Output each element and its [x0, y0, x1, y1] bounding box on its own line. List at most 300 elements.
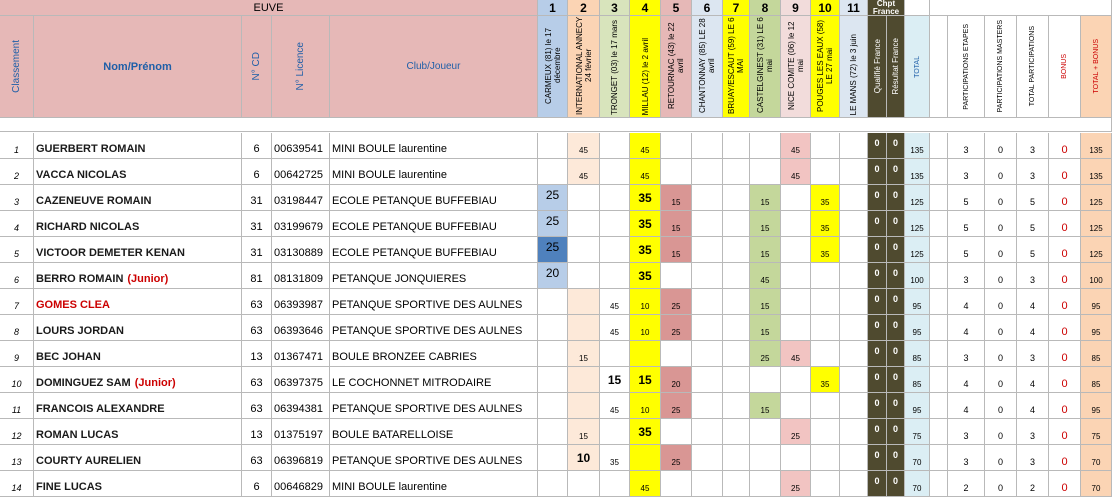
player-name — [34, 419, 242, 445]
participations-masters — [985, 341, 1017, 367]
event-score — [568, 263, 600, 289]
event-score — [723, 237, 750, 263]
event-score — [840, 419, 868, 445]
event-score — [811, 133, 840, 159]
cd-text: 63 — [250, 325, 263, 337]
total-participations — [1017, 419, 1049, 445]
result — [887, 419, 905, 445]
qualified-text: 0 — [874, 190, 880, 200]
participations-etapes — [948, 289, 985, 315]
result — [887, 393, 905, 419]
event-score — [600, 315, 630, 341]
cd — [242, 159, 272, 185]
cd — [242, 471, 272, 497]
event-number-text: 5 — [672, 0, 680, 15]
event-number-text: 11 — [847, 0, 860, 15]
event-score — [568, 237, 600, 263]
cd-text: 63 — [250, 403, 263, 415]
qualified-text: 0 — [874, 164, 880, 174]
player-name — [34, 471, 242, 497]
event-number — [692, 0, 723, 16]
total-bonus — [1081, 367, 1112, 393]
event-score — [750, 419, 781, 445]
participations-masters-text: 0 — [997, 223, 1003, 233]
header-resultat — [887, 16, 905, 118]
rank — [0, 315, 34, 341]
participations-etapes — [948, 263, 985, 289]
participations-etapes-text: 5 — [963, 249, 969, 259]
participations-masters — [985, 263, 1017, 289]
event-score — [538, 419, 568, 445]
event-score — [568, 159, 600, 185]
licence-text: 00642725 — [274, 169, 323, 181]
event-header-text: BRUAY/ESCAUT (59) LE 6 MAI — [727, 17, 745, 114]
result — [887, 445, 905, 471]
event-score — [600, 419, 630, 445]
event-score — [840, 341, 868, 367]
total-bonus-text: 95 — [1091, 328, 1101, 337]
club-text: PETANQUE SPORTIVE DES AULNES — [332, 403, 523, 415]
event-score — [661, 211, 692, 237]
player-name-text: GOMES CLEA — [36, 299, 110, 311]
event-score — [750, 263, 781, 289]
event-score-text: 45 — [610, 406, 619, 415]
total-participations — [1017, 445, 1049, 471]
participations-masters — [985, 393, 1017, 419]
event-score — [723, 185, 750, 211]
rank-text: 5 — [13, 249, 19, 259]
event-score — [811, 445, 840, 471]
event-number — [723, 0, 750, 16]
result-text: 0 — [892, 320, 898, 330]
event-header — [781, 16, 811, 118]
event-score-text: 25 — [671, 302, 681, 311]
event-number — [750, 0, 781, 16]
total-participations — [1017, 211, 1049, 237]
event-score-text: 15 — [579, 354, 588, 363]
participations-masters — [985, 445, 1017, 471]
participations-etapes — [948, 159, 985, 185]
cd — [242, 341, 272, 367]
result — [887, 367, 905, 393]
event-header — [568, 16, 600, 118]
event-score — [568, 393, 600, 419]
header-resultat-text: Résultat France — [891, 38, 900, 95]
event-score — [811, 237, 840, 263]
event-score — [781, 471, 811, 497]
total-text: 85 — [912, 380, 922, 389]
participations-masters-text: 0 — [997, 171, 1003, 181]
total — [905, 237, 930, 263]
event-score-text: 25 — [545, 188, 560, 202]
total — [905, 133, 930, 159]
header-total-bonus — [1081, 16, 1112, 118]
event-score-text: 45 — [610, 328, 619, 337]
championship-header-text: Chpt — [876, 0, 896, 8]
event-score — [840, 237, 868, 263]
event-score-text: 25 — [791, 432, 800, 441]
event-score-text: 15 — [760, 198, 770, 207]
event-score — [781, 237, 811, 263]
event-score — [811, 419, 840, 445]
header-licence — [272, 16, 330, 118]
result — [887, 263, 905, 289]
event-score — [781, 315, 811, 341]
club-text: ECOLE PETANQUE BUFFEBIAU — [332, 221, 497, 233]
licence-text: 06394381 — [274, 403, 323, 415]
participations-etapes-text: 3 — [963, 145, 969, 155]
licence — [272, 185, 330, 211]
event-score — [692, 185, 723, 211]
event-score-text: 15 — [760, 406, 770, 415]
total-bonus-text: 125 — [1089, 224, 1103, 233]
cd — [242, 367, 272, 393]
event-score — [630, 367, 661, 393]
total-participations-text: 4 — [1029, 379, 1035, 389]
header-total-bonus-text: TOTAL + BONUS — [1092, 39, 1100, 94]
club — [330, 315, 538, 341]
player-name-text: BEC JOHAN — [36, 351, 101, 363]
total-bonus — [1081, 211, 1112, 237]
header-club-text: Club/Joueur — [406, 61, 461, 72]
event-score-text: 35 — [820, 198, 830, 207]
result-text: 0 — [892, 476, 898, 486]
event-score — [781, 159, 811, 185]
event-score — [630, 159, 661, 185]
header-cd-text: N° CD — [251, 52, 262, 81]
cd-text: 63 — [250, 377, 263, 389]
blank — [930, 133, 948, 159]
player-name-text: LOURS JORDAN — [36, 325, 125, 337]
event-score — [661, 315, 692, 341]
total — [905, 289, 930, 315]
event-score — [600, 341, 630, 367]
participations-masters — [985, 211, 1017, 237]
event-score — [750, 393, 781, 419]
event-score — [568, 185, 600, 211]
club — [330, 419, 538, 445]
event-score-text: 25 — [671, 328, 681, 337]
participations-masters — [985, 315, 1017, 341]
event-score — [811, 367, 840, 393]
bonus-text: 0 — [1061, 300, 1068, 312]
participations-masters-text: 0 — [997, 483, 1003, 493]
bonus — [1049, 159, 1081, 185]
event-score — [568, 289, 600, 315]
header-nom — [34, 16, 242, 118]
participations-masters-text: 0 — [997, 405, 1003, 415]
player-name — [34, 289, 242, 315]
licence-text: 03199679 — [274, 221, 323, 233]
event-number — [661, 0, 692, 16]
rank-text: 3 — [13, 197, 19, 207]
event-score-text: 25 — [545, 214, 560, 228]
event-score — [630, 263, 661, 289]
rank — [0, 159, 34, 185]
participations-masters-text: 0 — [997, 379, 1003, 389]
event-score — [600, 367, 630, 393]
event-score — [723, 159, 750, 185]
rank — [0, 367, 34, 393]
player-name — [34, 393, 242, 419]
cd-text: 63 — [250, 299, 263, 311]
licence — [272, 419, 330, 445]
player-name — [34, 315, 242, 341]
cd-text: 13 — [250, 351, 263, 363]
event-score — [538, 471, 568, 497]
event-score — [840, 263, 868, 289]
event-score — [568, 211, 600, 237]
bonus-text: 0 — [1061, 378, 1068, 390]
total-bonus — [1081, 393, 1112, 419]
event-score — [600, 237, 630, 263]
rank-text: 7 — [13, 301, 19, 311]
event-number — [811, 0, 840, 16]
event-score-text: 45 — [791, 172, 800, 181]
event-score — [630, 237, 661, 263]
blank — [930, 16, 948, 118]
event-score — [781, 341, 811, 367]
bonus — [1049, 419, 1081, 445]
club — [330, 133, 538, 159]
event-score — [630, 289, 661, 315]
participations-etapes-text: 3 — [963, 353, 969, 363]
event-score — [692, 211, 723, 237]
player-name — [34, 445, 242, 471]
event-score — [781, 289, 811, 315]
event-score — [630, 393, 661, 419]
result — [887, 211, 905, 237]
qualified-text: 0 — [874, 450, 880, 460]
event-score — [723, 133, 750, 159]
event-score — [840, 133, 868, 159]
event-score-text: 45 — [640, 484, 650, 493]
player-name-text: FRANCOIS ALEXANDRE — [36, 403, 165, 415]
total-bonus-text: 95 — [1091, 406, 1101, 415]
event-score — [630, 341, 661, 367]
rank — [0, 263, 34, 289]
result — [887, 315, 905, 341]
club — [330, 185, 538, 211]
event-score — [600, 211, 630, 237]
total-bonus-text: 100 — [1089, 276, 1103, 285]
event-header-text: CASTELGINEST (31) LE 6 mai — [756, 17, 774, 114]
participations-etapes-text: 3 — [963, 431, 969, 441]
blank — [930, 237, 948, 263]
player-name — [34, 185, 242, 211]
participations-etapes-text: 5 — [963, 223, 969, 233]
qualified — [868, 471, 887, 497]
event-score — [811, 185, 840, 211]
event-score-text: 25 — [671, 406, 681, 415]
header-total-part-text: TOTAL PARTICIPATIONS — [1029, 26, 1036, 107]
total-participations — [1017, 237, 1049, 263]
event-score — [538, 211, 568, 237]
result-text: 0 — [892, 450, 898, 460]
event-score — [781, 367, 811, 393]
licence — [272, 159, 330, 185]
total-bonus — [1081, 159, 1112, 185]
event-score — [692, 341, 723, 367]
event-score — [661, 185, 692, 211]
bonus — [1049, 315, 1081, 341]
bonus-text: 0 — [1061, 352, 1068, 364]
event-score-text: 45 — [640, 172, 650, 181]
event-score — [811, 471, 840, 497]
event-score — [750, 237, 781, 263]
result — [887, 237, 905, 263]
participations-etapes — [948, 341, 985, 367]
participations-masters-text: 0 — [997, 249, 1003, 259]
participations-etapes — [948, 133, 985, 159]
rank-text: 4 — [13, 223, 19, 233]
event-number — [840, 0, 868, 16]
event-score-text: 15 — [760, 328, 770, 337]
event-score — [630, 133, 661, 159]
event-score-text: 45 — [640, 146, 650, 155]
event-score — [840, 393, 868, 419]
qualified-text: 0 — [874, 216, 880, 226]
rank — [0, 393, 34, 419]
total-text: 70 — [912, 484, 922, 493]
licence-text: 06396819 — [274, 455, 323, 467]
event-score-text: 45 — [579, 146, 588, 155]
club — [330, 393, 538, 419]
event-score-text: 10 — [640, 302, 650, 311]
event-score — [723, 445, 750, 471]
event-score — [568, 341, 600, 367]
event-score-text: 35 — [610, 458, 619, 467]
event-score-text: 35 — [820, 380, 830, 389]
event-number-text: 2 — [580, 0, 587, 15]
event-score — [723, 211, 750, 237]
event-score — [811, 159, 840, 185]
total-participations-text: 2 — [1029, 483, 1035, 493]
header-qualif-text: Qualifié France — [872, 39, 882, 94]
participations-etapes — [948, 185, 985, 211]
event-score-text: 35 — [638, 268, 652, 283]
event-score — [600, 445, 630, 471]
event-score-text: 15 — [671, 224, 681, 233]
cd — [242, 211, 272, 237]
event-score-text: 35 — [820, 224, 830, 233]
total-bonus — [1081, 341, 1112, 367]
participations-etapes-text: 5 — [963, 197, 969, 207]
club-text: MINI BOULE laurentine — [332, 143, 447, 155]
total — [905, 393, 930, 419]
cd — [242, 133, 272, 159]
bonus — [1049, 185, 1081, 211]
total-participations-text: 3 — [1029, 171, 1035, 181]
licence-text: 00639541 — [274, 143, 323, 155]
total-participations — [1017, 289, 1049, 315]
total-bonus — [1081, 133, 1112, 159]
participations-etapes — [948, 211, 985, 237]
bonus-text: 0 — [1061, 196, 1068, 208]
qualified — [868, 159, 887, 185]
total-text: 135 — [910, 172, 924, 181]
club-text: ECOLE PETANQUE BUFFEBIAU — [332, 247, 497, 259]
result-text: 0 — [892, 242, 898, 252]
result — [887, 471, 905, 497]
bonus — [1049, 237, 1081, 263]
event-score-text: 35 — [638, 216, 652, 231]
club — [330, 367, 538, 393]
event-score — [692, 289, 723, 315]
result — [887, 159, 905, 185]
event-score — [538, 133, 568, 159]
qualified — [868, 341, 887, 367]
total-participations — [1017, 133, 1049, 159]
participations-etapes-text: 3 — [963, 457, 969, 467]
player-name-text: FINE LUCAS — [36, 481, 102, 493]
event-score — [750, 159, 781, 185]
bonus-text: 0 — [1061, 144, 1068, 156]
total-text: 125 — [910, 198, 924, 207]
licence-text: 06393646 — [274, 325, 323, 337]
player-name-text: RICHARD NICOLAS — [36, 221, 140, 233]
total-participations-text: 3 — [1029, 145, 1035, 155]
event-score — [723, 393, 750, 419]
event-score — [661, 419, 692, 445]
rank-text: 11 — [11, 405, 22, 415]
result-text: 0 — [892, 372, 898, 382]
rank-text: 13 — [11, 457, 22, 467]
event-header — [750, 16, 781, 118]
event-number — [781, 0, 811, 16]
player-name-text: DOMINGUEZ SAM — [36, 377, 131, 389]
rank-text: 6 — [13, 275, 19, 285]
event-score — [538, 159, 568, 185]
header-club — [330, 16, 538, 118]
qualified — [868, 367, 887, 393]
event-score — [750, 445, 781, 471]
event-score — [630, 419, 661, 445]
club-text: LE COCHONNET MITRODAIRE — [332, 377, 492, 389]
licence — [272, 263, 330, 289]
event-score — [781, 419, 811, 445]
event-score — [692, 237, 723, 263]
junior-tag: (Junior) — [134, 377, 176, 389]
event-score — [840, 315, 868, 341]
total — [905, 159, 930, 185]
player-name — [34, 341, 242, 367]
event-score-text: 20 — [671, 380, 681, 389]
cd — [242, 445, 272, 471]
qualified-text: 0 — [874, 476, 880, 486]
event-score — [723, 341, 750, 367]
cd — [242, 315, 272, 341]
header-classement-text: Classement — [11, 40, 22, 93]
rank-text: 8 — [13, 327, 19, 337]
participations-etapes — [948, 367, 985, 393]
event-score — [840, 471, 868, 497]
total-participations — [1017, 341, 1049, 367]
total — [905, 263, 930, 289]
event-score-text: 35 — [638, 190, 652, 205]
bonus-text: 0 — [1061, 274, 1068, 286]
participations-etapes — [948, 315, 985, 341]
participations-masters-text: 0 — [997, 327, 1003, 337]
player-name — [34, 133, 242, 159]
qualified-text: 0 — [874, 372, 880, 382]
event-score-text: 25 — [791, 484, 800, 493]
rank — [0, 341, 34, 367]
participations-masters — [985, 185, 1017, 211]
event-score-text: 25 — [760, 354, 770, 363]
header-nom-text: Nom/Prénom — [103, 60, 172, 73]
participations-etapes-text: 4 — [963, 327, 969, 337]
